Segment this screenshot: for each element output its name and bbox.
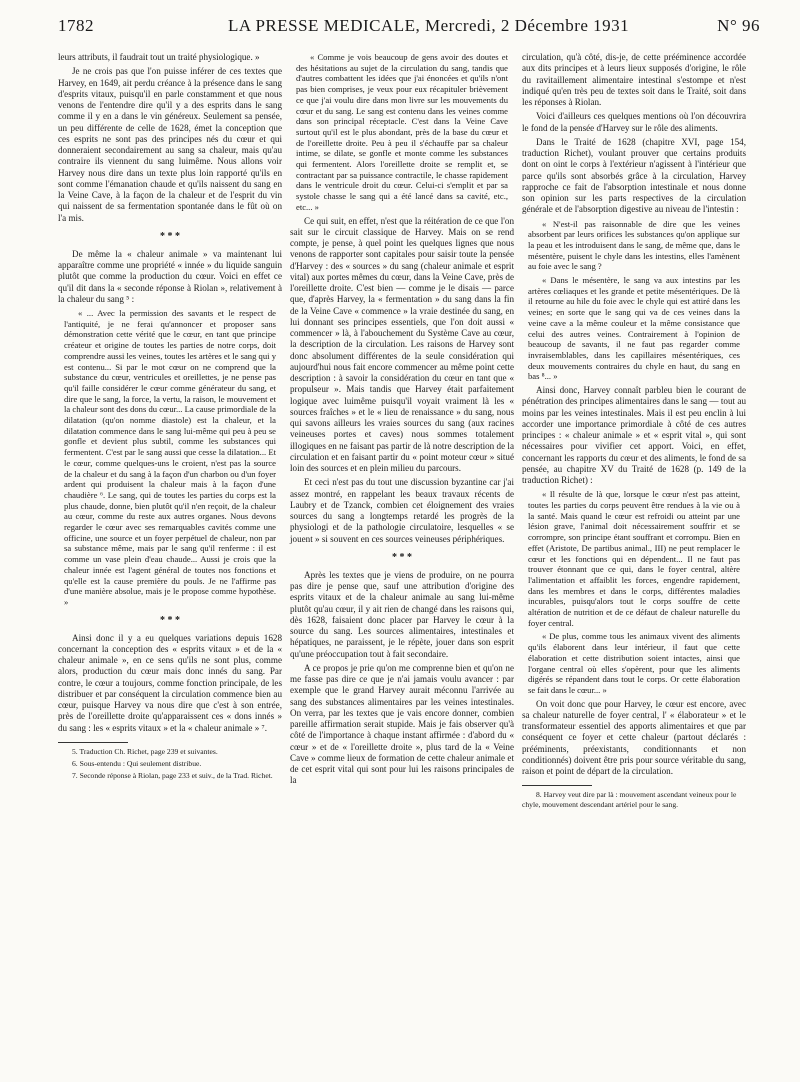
paragraph: Dans le Traité de 1628 (chapitre XVI, page 154, traduction Richet), voulant prouver que certains produits dont on oint le corps à l'extérieur n'agissent à l'intérieur que parce qu'ils sont absorbés grâce à la circulation, Harvey rapproche ce fait de l'absorption intestinale et nous donne son opinion sur les parts respectives de la circulation générale et de l'absorption digestive au niveau de l'intestin : (522, 136, 746, 215)
paragraph: Je ne crois pas que l'on puisse inférer de ces textes que Harvey, en 1649, ait perdu créance à la présence dans le sang d'esprits vitaux, puisqu'il en parle constamment et que nous venons de l'entendre dire qu'il y a des esprits dans le sang comme il y en a dans le vin généreux. Seulement sa pensée, un peu différente de celle de 1628, émet la conception que ces esprits ne sont pas des principes nés du cœur et qui donneraient secondairement au sang sa chaleur, mais qu'au contraire ils viennent du sang luimême. Nous allons voir Harvey nous dire dans un texte plus loin rapporté qu'ils en sont comme l'émanation chaude et qu'ils naissent du sang en la Veine Cave, à la façon de la chaleur et de l'esprit du vin qui naissent de sa fermentation spontanée dans le fût où on l'a mis. (58, 66, 282, 223)
quotation: « ... Avec la permission des savants et le respect de l'antiquité, je ne ferai qu'annoncer et proposer sans démonstration cette vérité que le cœur, en tant que principe créateur et origine de toutes les parties de notre corps, doit comprendre aussi les veines, toutes les artères et le sang qui y est contenu... Si par le mot cœur on ne comprend que la substance du cœur, ventricules et oreillettes, je ne pense pas qu'il faille considérer le cœur comme générateur du sang, et dire que le sang, la force, la vertu, la raison, le mouvement et la chaleur sont des dons du cœur... La cause primordiale de la dilatation (qu'on nomme diastole) est la chaleur, et la dilatation commence dans le sang lui-même qui peu à peu se gonfle et devient plus subtil, comme les substances qui fermentent. C'est par le sang aussi que cesse la dilatation... Et le cœur, comme quelques-uns le croient, n'est pas la source de la chaleur et du sang à la façon d'un charbon ou d'un foyer ardent qui produisent la chaleur mais à la façon d'une chaudière ⁶. Le sang, qui de toutes les parties du corps est la plus chaude, donne, bien plutôt qu'il n'en reçoit, de la chaleur au cœur, comme du reste aux autres organes. Nous devons regarder le cœur avec ses remarquables cavités comme une officine, une source et un foyer perpétuel de chaleur, non par sa substance même, mais par le sang qu'il renferme : il est comme un vase plein d'eau chaude... Aussi je crois que la chaleur innée est l'agent général de toutes nos fonctions et qu'elle est la cause première du pouls. Je ne l'affirme pas d'une manière absolue, mais je le propose comme hypothèse. » (64, 308, 276, 607)
section-separator: * * * (160, 614, 180, 626)
paragraph: circulation, qu'à côté, dis-je, de cette prééminence accordée aux dits principes et à leurs lieux supposés d'origine, le rôle du ravitaillement alimentaire intestinal s'estompe et n'est indiqué qu'en très peu de textes soit dans le Traité, soit dans les réponses à Riolan. (522, 52, 746, 107)
column-2 (290, 52, 514, 790)
section-separator: * * * (160, 230, 180, 242)
paragraph: Voici d'ailleurs ces quelques mentions où l'on découvrira le fond de la pensée d'Harvey sur le rôle des aliments. (522, 111, 746, 133)
paragraph: Ainsi donc, Harvey connaît parbleu bien le courant de pénétration des principes alimentaires dans le sang — tout au moins par les veines intestinales. Mais il est peu enclin à lui accorder une importance primordiale à côté de ces autres principes : « chaleur animale » et « esprit vital », qui sont nécessaires pour vivifier cet apport. Voici, en effet, concernant les rapports du cœur et des aliments, le fond de sa pensée, au chapitre XV du Traité de 1628 (p. 149 de la traduction Richet) : (522, 385, 746, 486)
issue-number: N° 96 (717, 16, 760, 35)
quotation: « De plus, comme tous les animaux vivent des aliments qu'ils élaborent dans leur intérieur, il faut que cette élaboration et cette distribution soient intactes, ainsi que l'organe central où elles s'opèrent, pour que les aliments digérés se répandent dans tout le corps. Or cette élaboration se fait dans le cœur... » (528, 631, 740, 695)
publication-title: LA PRESSE MEDICALE, Mercredi, 2 Décembre 1931 (228, 16, 630, 35)
footnote-rule (522, 785, 592, 786)
paragraph: A ce propos je prie qu'on me comprenne bien et qu'on ne me fasse pas dire ce que je n'ai jamais voulu avancer : par exemple que le grand Harvey aurait méconnu l'arrivée au sang des substances alimentaires par les veines intestinales. On verra, par les textes que je vais encore donner, combien pareille affirmation serait stupide. Mais je fais observer qu'à côté de l'importance à chaque instant affirmée : d'abord du « cœur » et de « l'oreillette droite », plus tard de la « Veine Cave » comme lieux de formation de cette chaleur animale et de cet esprit vital qui sont pour lui les raisons principales de la (290, 662, 514, 786)
page-number: 1782 (58, 16, 94, 35)
paragraph: leurs attributs, il faudrait tout un traité physiologique. » (58, 52, 260, 62)
paragraph: Après les textes que je viens de produire, on ne pourra pas dire je pense que, sauf une attribution d'origine des esprits vitaux et de la chaleur animale au sang lui-même plutôt qu'au cœur, il y ait rien de changé dans les raisons qui, dès 1628, faisaient donc placer par Harvey le cœur à la source du sang. Les sources alimentaires, intestinales et hépatiques, ne paraissent, je le répète, jouer dans son esprit qu'une préoccupation tout à fait secondaire. (290, 569, 514, 659)
footnote: 7. Seconde réponse à Riolan, page 233 et suiv., de la Trad. Richet. (72, 771, 273, 781)
quotation: « N'est-il pas raisonnable de dire que les veines absorbent par leurs orifices les substances qu'on applique sur la peau et les introduisent dans le sang, de même que, dans le mésentère, puisent le chyle dans les intestins, elles l'amènent au foie avec le sang ? (528, 218, 740, 272)
footnote: 6. Sous-entendu : Qui seulement distribue. (72, 759, 202, 769)
column-3 (522, 52, 746, 812)
footnote-rule (58, 742, 128, 743)
quotation: « Dans le mésentère, le sang va aux intestins par les artères cœliaques et les grande et petite mésentériques. De là il retourne au hile du foie avec le chyle qui est attiré dans les veines; en sorte que le sang qui va de ces veines dans la veine cave a la même couleur et la même consistance que celui des autres veines. Contrairement à l'opinion de beaucoup de savants, il ne faut pas regarder comme invraisemblables, dans les capillaires mésentériques, ces deux mouvements contraires du chyle en haut, du sang en bas ⁸... » (528, 275, 740, 382)
paragraph: Ce qui suit, en effet, n'est que la réitération de ce que l'on sait sur le circuit classique de Harvey. Mais on se rend compte, je pense, à quel point les quelques lignes que nous venons de rapporter sont capitales pour saisir toute la pensée d'Harvey : des « sources » du sang (chaleur animale et esprit vital) aux portes mêmes du cœur, dans la Veine Cave, près de l'oreillette droite. C'est bien — comme je le disais — parce que, d'après Harvey, la « fermentation » du sang dans la fin de la Veine Cave « commence » la vraie destinée du sang, en lui donnant ses principes essentiels, que l'on doit aussi « commencer » là, à l'abouchement du Système Cave au cœur, la description de la circulation. Les raisons de Harvey sont donc absolument différentes de la seule considération qui aujourd'hui nous fait encore commencer au même point cette description : à savoir la considération du cœur en tant que « propulseur ». Mais tandis que Harvey était parfaitement logique avec luimême puisqu'il voyait vraiment là les « sources fraîches » et le « lieu de renaissance » du sang, nous qui savons ailleurs les vraies sources du sang (aux racines veineuses portes et caves) nous sommes totalement illogiques en ne faisant pas partir de là notre description de la circulation et en faisant partir du « point moteur cœur » situé loin des sources et en plein milieu du parcours. (290, 215, 514, 474)
column-1 (58, 52, 282, 784)
page-header (58, 16, 760, 38)
footnote: 5. Traduction Ch. Richet, page 239 et suivantes. (72, 746, 218, 756)
paragraph: On voit donc que pour Harvey, le cœur est encore, avec sa chaleur naturelle de foyer central, l' « élaborateur » et le transformateur essentiel des apports alimentaires et que par conséquent ce foyer et cette chaleur (partout déclarés : prééminents, préexistants, conditionnants et non conditionnés) doivent être pris pour source véritable du sang, raison et point de départ de la circulation. (522, 698, 746, 777)
paragraph: Et ceci n'est pas du tout une discussion byzantine car j'ai assez montré, en rappelant les beaux travaux récents de Laubry et de Tzanck, combien cet éloignement des vraies sources du sang a longtemps retardé les progrès de la physiologi et de la pathologie circulatoire, lesquelles « se jouent » si souvent en ces sources veineuses périphériques. (290, 477, 514, 544)
quotation: « Comme je vois beaucoup de gens avoir des doutes et des hésitations au sujet de la circulation du sang, tandis que d'autres combattent les idées que j'ai énoncées et qu'ils n'ont pas bien comprises, je veux pour eux récapituler brièvement ce que j'ai voulu dire dans mon livre sur les mouvements du cœur et du sang. Le sang est contenu dans les veines comme dans son principal réceptacle. C'est dans la Veine Cave surtout qu'il est le plus abondant, près de la base du cœur et de l'oreillette droite. Peu à peu il s'échauffe par sa chaleur intime, se dilate, se gonfle et monte comme les substances qui fermentent. Alors l'oreillette droite se remplit et, se contractant par sa puissance contractile, le chasse rapidement dans le ventricule droit du cœur. Celui-ci s'emplit et par sa systole chasse le sang qui a été lancé dans sa cavité, etc., etc... » (296, 52, 508, 212)
paragraph: Ainsi donc il y a eu quelques variations depuis 1628 concernant la conception des « esprits vitaux » et de la « chaleur animale », en ce sens qu'ils ne sont plus, comme alors, production du cœur mais donc innés du sang. Par contre, le cœur a toujours, comme fonction principale, de les distribuer et par conséquent la circulation commence bien au cœur, puisque Harvey va nous dire que c'est à son entrée, près de l'oreillette droite qu'apparaissent ces « dons innés » du sang : les « esprits vitaux » et la « chaleur animale » ⁷. (58, 632, 282, 733)
footnote: 8. Harvey veut dire par là : mouvement ascendant veineux pour le chyle, mouvement descendant artériel pour le sang. (522, 790, 737, 809)
section-separator: * * * (392, 551, 412, 563)
quotation: « Il résulte de là que, lorsque le cœur n'est pas atteint, toutes les parties du corps peuvent être rendues à la vie ou à la santé. Mais quand le cœur est refroidi ou atteint par une lésion grave, l'animal doit nécessairement souffrir et se corrompre, son principe étant souffrant et corrompu. Bien en effet (Aristote, De partibus animal., III) ne peut remplacer le cœur et les fonctions qui en dépendent... Il ne faut pas trouver étonnant que ce qui, dans le foyer central, altère l'alimentation et affaiblit les forces, engendre rapidement, dans les membres et dans le corps, différentes maladies incurables, puisqu'alors tout le corps souffre de cette altération de nutrition et de ce défaut de chaleur naturelle du foyer central. (528, 489, 740, 628)
paragraph: De même la « chaleur animale » va maintenant lui apparaître comme une propriété « innée » du liquide sanguin plutôt que comme la production du cœur. Voici en effet ce qu'il dit dans la « seconde réponse à Riolan », relativement à la chaleur du sang ⁵ : (58, 248, 282, 304)
